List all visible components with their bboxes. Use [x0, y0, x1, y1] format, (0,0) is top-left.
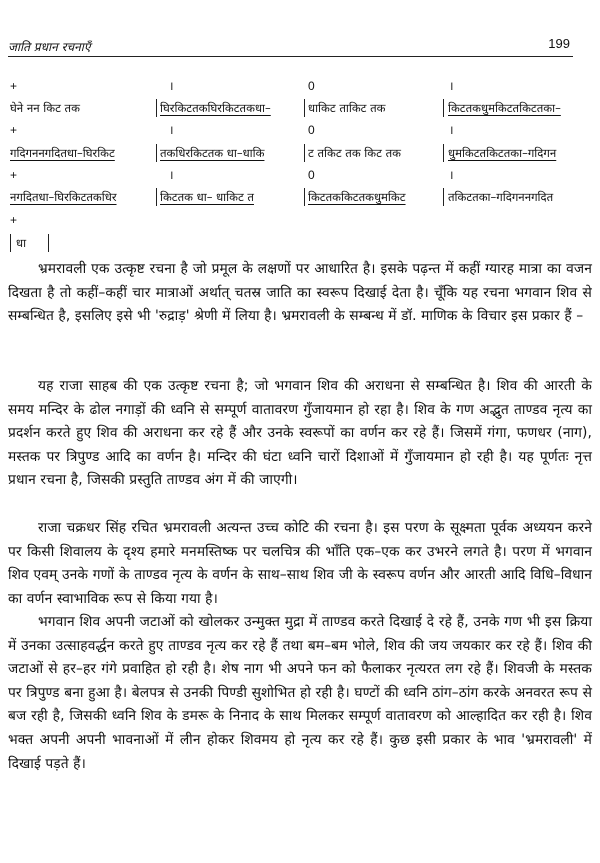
vibhag-divider — [10, 234, 11, 252]
sam-marker: + — [10, 123, 18, 137]
notation-marker-row — [8, 74, 578, 98]
notation-marker-row — [8, 118, 578, 142]
bol-cell: नगदितधा–घिरकिटतकधिर — [10, 190, 117, 204]
vibhag-divider — [443, 144, 444, 162]
notation-bol-row — [8, 96, 578, 120]
page-number: 199 — [548, 36, 570, 51]
notation-marker-row — [8, 208, 578, 232]
notation-bol-row — [8, 185, 578, 209]
paragraph-quote: यह राजा साहब की एक उत्कृष्ट रचना है; जो भगवान शिव की अराधना से सम्बन्धित है। शिव की आरती के समय मन्दिर के ढोल नगाड़ों की ध्वनि से सम्पूर्ण वातावरण गुँजायमान हो रहा है। शिव के गण अद्भुत ताण्डव नृत्य का प्रदर्शन करते हुए शिव की अराधना कर रहे हैं और उनके स्वरूपों का वर्णन कर रहे हैं। जिसमें गंगा, फणधर (नाग), मस्तक पर त्रिपुण्ड आदि का वर्णन है। मन्दिर की घंटा ध्वनि चारों दिशाओं में गुँजायमान हो रही है। यह पूर्णतः नृत्त प्रधान रचना है, जिसकी प्रस्तुति ताण्डव अंग में की जाएगी। — [8, 378, 592, 489]
vibhag-divider — [443, 188, 444, 206]
paragraph-description: भगवान शिव अपनी जटाओं को खोलकर उन्मुक्त मुद्रा में ताण्डव करते दिखाई दे रहे हैं, उनके गण भी इस क्रिया में उनका उत्साहवर्द्धन करते हुए ताण्डव नृत्य कर रहे हैं तथा बम–बम भोले, शिव की जय जयकार कर रहे हैं। शिव की जटाओं से हर–हर गंगे प्रवाहित हो रही है। शेष नाग भी अपने फन को फैलाकर नृत्यरत लग रहे हैं। शिवजी के मस्तक पर त्रिपुण्ड बना हुआ है। बेलपत्र से उनकी पिण्डी सुशोभित हो रही है। घण्टों की ध्वनि ठांग–ठांग करके अनवरत रूप से बज रही है, जिसकी ध्वनि शिव के डमरू के निनाद के साथ मिलकर सम्पूर्ण वातावरण को आल्हादित कर रही है। शिव भक्त अपनी अपनी भावनाओं में लीन होकर शिवमय हो नृत्य कर रहे हैं। कुछ इसी प्रकार के भाव 'भ्रमरावली' में दिखाई पड़ते हैं। — [8, 614, 592, 772]
vibhag-divider — [304, 144, 305, 162]
vibhag-divider — [156, 188, 157, 206]
final-bol: धा — [16, 236, 27, 250]
bol-cell: गदिगननगदितधा–घिरकिट — [10, 146, 115, 160]
bol-cell: घेने नन किट तक — [10, 101, 80, 115]
khali-marker: 0 — [308, 123, 315, 137]
tali-marker: । — [449, 123, 454, 137]
bol-cell: किटतकधुमकिटतकिटतका– — [448, 101, 561, 115]
bol-cell: ट तकिट तक किट तक — [308, 146, 401, 160]
bol-cell: धुमकिटतकिटतका–गदिगन — [448, 146, 557, 160]
running-title: जाति प्रधान रचनाएँ — [8, 40, 91, 54]
tali-marker: । — [169, 123, 174, 137]
tali-marker: । — [169, 79, 174, 93]
vibhag-divider — [443, 99, 444, 117]
sam-marker: + — [10, 79, 18, 93]
sam-marker: + — [10, 168, 18, 182]
bol-cell: तकधिरकिटतक धा–धाकि — [160, 146, 265, 160]
vibhag-divider — [156, 99, 157, 117]
tali-marker: । — [169, 168, 174, 182]
bol-cell: तकिटतका–गदिगननगदित — [448, 190, 554, 204]
bol-cell: किटतककिटतकधुमकिट — [308, 190, 406, 204]
sam-marker: + — [10, 213, 18, 227]
paragraph-analysis: राजा चक्रधर सिंह रचित भ्रमरावली अत्यन्त उच्च कोटि की रचना है। इस परण के सूक्ष्मता पूर्वक अध्ययन करने पर किसी शिवालय के दृश्य हमारे मनमस्तिष्क पर चलचित्र की भाँति एक–एक कर उभरने लगते है। परण में भगवान शिव एवम् उनके गणों के ताण्डव नृत्य के वर्णन के साथ–साथ शिव जी के स्वरूप वर्णन और आरती आदि विधि–विधान का वर्णन स्वाभाविक रूप से किया गया है। — [8, 520, 592, 607]
notation-bol-row — [8, 141, 578, 165]
paragraph-intro: भ्रमरावली एक उत्कृष्ट रचना है जो प्रमूल के लक्षणों पर आधारित है। इसके पढ़न्त में कहीं ग्यारह मात्रा का वजन दिखता है तो कहीं–कहीं चार मात्राओं अर्थात् चतस्र जाति का स्वरूप दिखाई देता है। चूँकि यह रचना भगवान शिव से सम्बन्धित है, इसलिए इसे भी 'रुद्राड़' श्रेणी में लिया है। भ्रमरावली के सम्बन्ध में डॉ. माणिक के विचार इस प्रकार हैं – — [8, 261, 592, 325]
vibhag-divider — [304, 188, 305, 206]
vibhag-divider — [304, 99, 305, 117]
bol-cell: धाकिट ताकिट तक — [308, 101, 386, 115]
notation-marker-row — [8, 163, 578, 187]
bol-cell: घिरकिटतकघिरकिटतकधा– — [160, 101, 271, 115]
tali-marker: । — [449, 79, 454, 93]
khali-marker: 0 — [308, 79, 315, 93]
page-header — [8, 34, 573, 57]
vibhag-divider — [156, 144, 157, 162]
bol-cell: किटतक धा– धाकिट त — [160, 190, 254, 204]
bol-notation-table — [8, 74, 578, 260]
khali-marker: 0 — [308, 168, 315, 182]
notation-final-row — [8, 231, 578, 255]
tali-marker: । — [449, 168, 454, 182]
vibhag-divider — [48, 234, 49, 252]
